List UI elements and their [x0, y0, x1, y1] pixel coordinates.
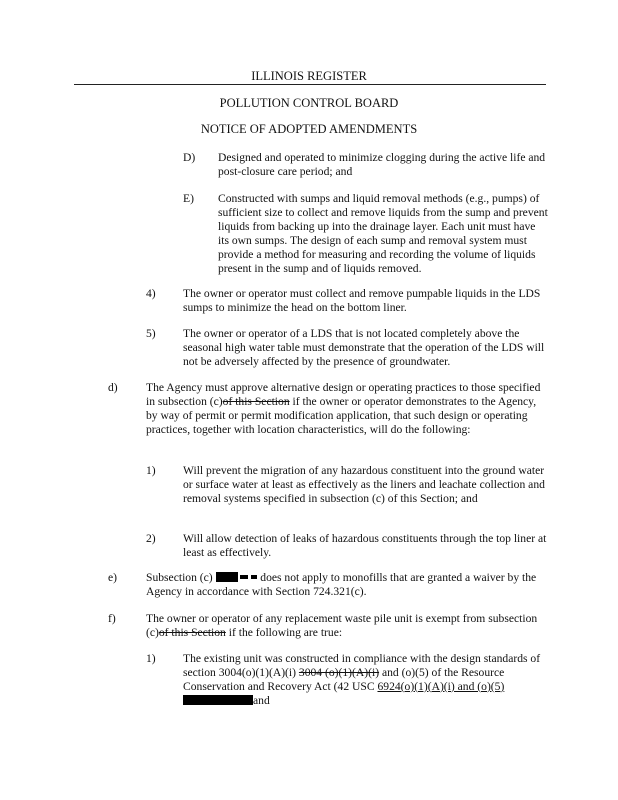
item-label-E: E)	[183, 192, 194, 205]
item-text-E: Constructed with sumps and liquid removal methods (e.g., pumps) of sufficient size to collect and remove liquids from the sump and prevent liquids from backing up into the drainage layer. Each unit must have its own sumps. The design of each sump and removal system must provide a method for measuring and recording the volume of liquids present in the sump and of liquids removed.	[218, 192, 548, 275]
item-label-5: 5)	[146, 327, 156, 340]
item-label-f1: 1)	[146, 652, 156, 665]
item-text-d2: Will allow detection of leaks of hazardous constituents through the top liner at least as effectively.	[183, 532, 547, 559]
item-text-D: Designed and operated to minimize clogging during the active life and post-closure care period; and	[218, 151, 546, 178]
notice-title: NOTICE OF ADOPTED AMENDMENTS	[200, 122, 418, 136]
item-text-f: The owner or operator of any replacement waste pile unit is exempt from subsection (c)of this Section if the following are true:	[146, 612, 538, 639]
inserted-text: 6924(o)(1)(A)(i) and (o)(5)	[377, 679, 505, 693]
item-label-f: f)	[108, 612, 116, 625]
deleted-text: of this Section	[158, 625, 226, 639]
item-label-e: e)	[108, 571, 118, 584]
item-text-5: The owner or operator of a LDS that is not located completely above the seasonal high water table must demonstrate that the operation of the LDS will not be adversely affected by the presence of groundwater.	[183, 327, 545, 368]
item-text-d: The Agency must approve alternative design or operating practices to those specified in subsection (c)of this Section if the owner or operator demonstrates to the Agency, by way of permit or permit modification application, that such design or operating practices, together with location characteristics, will do the following:	[146, 381, 541, 436]
item-text-e: Subsection (c) does not apply to monofills that are granted a waiver by the Agency in accordance with Section 724.321(c).	[146, 571, 537, 598]
header-rule	[74, 84, 546, 85]
item-label-d: d)	[108, 381, 118, 394]
item-text-f1: The existing unit was constructed in compliance with the design standards of section 3004(o)(1)(A)(i) 3004 (o)(1)(A)(i) and (o)(5) of the Resource Conservation and Recovery Act (42 USC 6924(o)(1)(A)(i) and (o)(5) and	[183, 652, 541, 707]
deleted-text: 3004 (o)(1)(A)(i)	[298, 665, 380, 679]
item-label-D: D)	[183, 151, 196, 164]
deleted-text: of this Section	[222, 394, 290, 408]
register-title: ILLINOIS REGISTER	[251, 69, 367, 83]
board-title: POLLUTION CONTROL BOARD	[219, 96, 399, 110]
redaction-mark	[183, 695, 253, 705]
item-text-d1: Will prevent the migration of any hazardous constituent into the ground water or surface water at least as effectively as the liners and leachate collection and removal systems specified in subsection (c) of this Section; and	[183, 464, 545, 505]
redaction-mark	[240, 575, 248, 579]
item-label-4: 4)	[146, 287, 156, 300]
item-label-d1: 1)	[146, 464, 156, 477]
redaction-mark	[251, 575, 257, 579]
redaction-mark	[216, 572, 238, 582]
item-label-d2: 2)	[146, 532, 156, 545]
item-text-4: The owner or operator must collect and remove pumpable liquids in the LDS sumps to minimize the head on the bottom liner.	[183, 287, 541, 314]
